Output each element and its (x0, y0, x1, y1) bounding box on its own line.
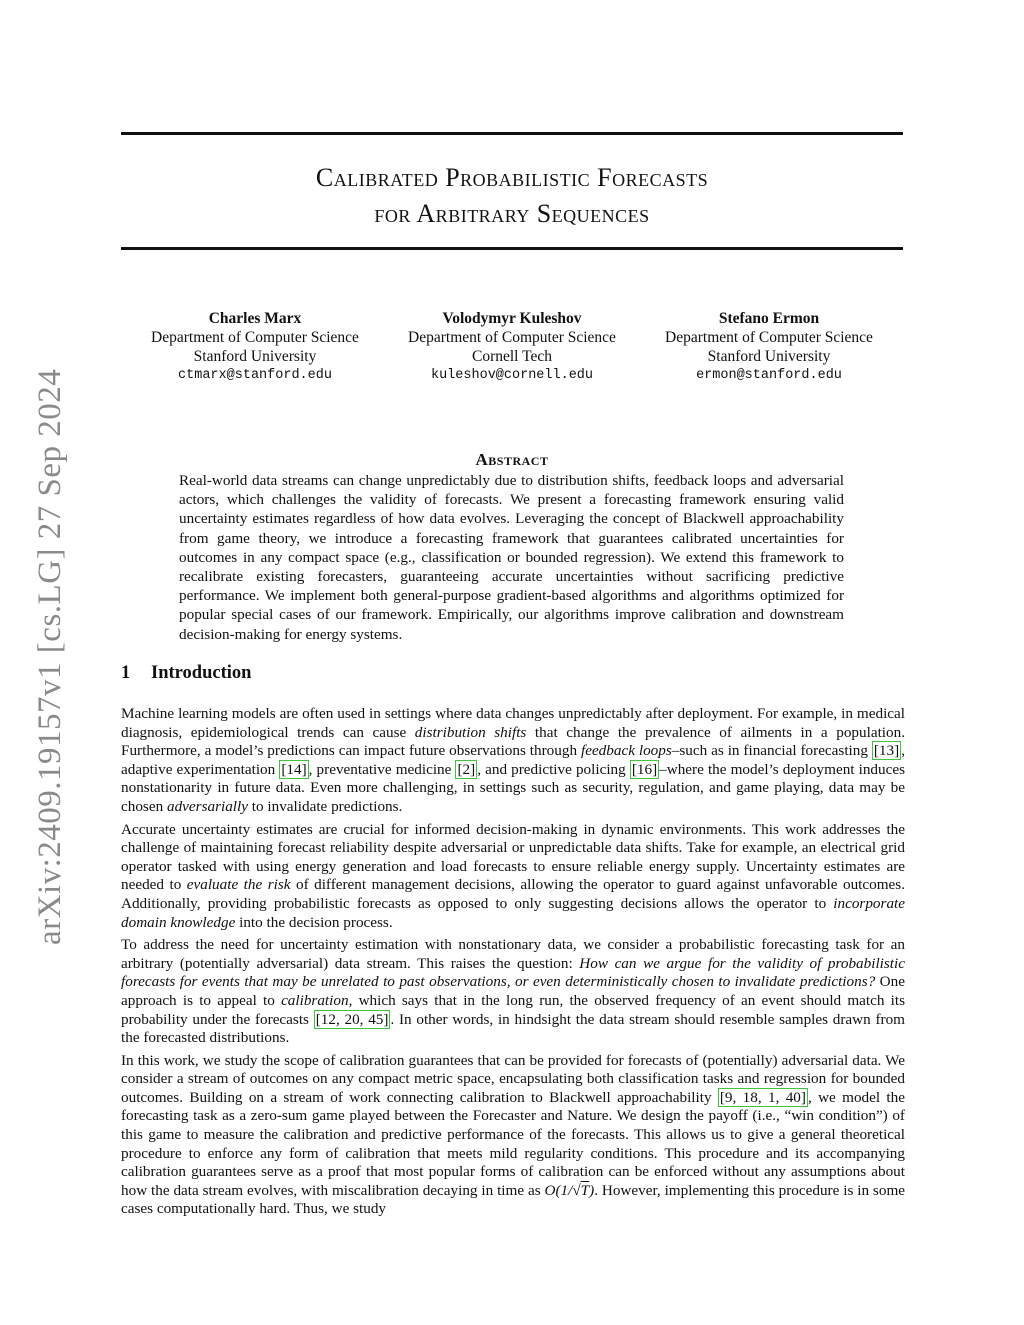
citation-link[interactable]: [13] (873, 742, 900, 760)
title-line-2: for Arbitrary Sequences (374, 199, 650, 228)
paragraph-4: In this work, we study the scope of calibration guarantees that can be provided for forecasts of (potentially) adversarial data. We consider a stream of outcomes on any compact metric space, encapsulating both classification tasks and regression for bounded outcomes. Building on a stream of work connecting calibration to Blackwell approachability [9, 18, 1, 40] , we model the forecasting task as a zero-sum game played between the Forecaster and Nature. We design the payoff (i.e., “win condition”) of this game to measure the calibration and predictive performance of the forecasts. This allows us to give a general theoretical procedure to enforce any form of calibration that meets mild regularity conditions. This procedure and its accompanying calibration guarantees serve as a proof that most popular forms of calibration can be enforced without any assumptions about how the data stream evolves, with miscalibration decaying in time as O(1/√T). However, implementing this procedure is in some cases computationally hard. Thus, we study (121, 1051, 905, 1218)
title-line-1: Calibrated Probabilistic Forecasts (315, 163, 709, 192)
body-text (121, 705, 905, 1223)
abstract-heading: Abstract (475, 450, 549, 469)
citation-link[interactable]: [16] (631, 760, 658, 778)
section-heading (121, 663, 251, 684)
arxiv-stamp-text: arXiv:2409.19157v1 [cs.LG] 27 Sep 2024 (32, 368, 68, 945)
author-name: Stefano Ermon (718, 310, 820, 327)
emphasis: incorporate domain knowledge (121, 894, 905, 931)
author-email[interactable]: kuleshov@cornell.edu (430, 368, 594, 383)
author-dept: Department of Computer Science (665, 329, 873, 346)
emphasis: calibration (281, 991, 349, 1009)
emphasis: adversarially (166, 797, 248, 815)
citation-link[interactable]: [9, 18, 1, 40] (719, 1088, 806, 1106)
arxiv-stamp (28, 355, 68, 945)
emphasis: distribution shifts (414, 723, 527, 741)
paragraph-2: Accurate uncertainty estimates are crucial for informed decision-making in dynamic environments. This work addresses the challenge of maintaining forecast reliability despite adversarial or unpredictable data shifts. Take for example, an electrical grid operator tasked with using energy generation and load forecasts to ensure reliable energy supply. Uncertainty estimates are needed to evaluate the risk of different management decisions, allowing the operator to guard against unfavorable outcomes. Additionally, providing probabilistic forecasts as opposed to only suggesting decisions allows the operator to incorporate domain knowledge into the decision process. (121, 820, 905, 931)
abstract-text: Real-world data streams can change unpredictably due to distribution shifts, feedback loops and adversarial actors, which challenges the validity of forecasts. We present a forecasting framework ensuring valid uncertainty estimates regardless of how data evolves. Leveraging the concept of Blackwell approachability from game theory, we introduce a forecasting framework that guarantees calibrated uncertainties for outcomes in any compact space (e.g., classification or bounded regression). We extend this framework to recalibrate existing forecasters, guaranteeing accurate uncertainties without sacrificing predictive performance. We implement both general-purpose gradient-based algorithms and algorithms optimized for popular special cases of our framework. Empirically, our algorithms improve calibration and downstream decision-making for energy systems. (179, 472, 844, 643)
section-title: Introduction (151, 663, 252, 683)
paragraph-3: To address the need for uncertainty estimation with nonstationary data, we consider a probabilistic forecasting task for an arbitrary (potentially adversarial) data stream. This raises the question: How can we argue for the validity of probabilistic forecasts for events that may be unrelated to past observations, or even deterministically chosen to invalidate predictions? One approach is to appeal to calibration, which says that in the long run, the observed frequency of an event should match its probability under the forecasts [12, 20, 45] . In other words, in hindsight the data stream should resemble samples drawn from the forecasted distributions. (121, 936, 905, 1047)
citation-link[interactable]: [2] (457, 760, 476, 778)
paper-title (121, 160, 903, 232)
emphasis: How can we argue for the validity of probabilistic forecasts for events that may be unrelated to past observations, or even deterministically chosen to invalidate predictions? (121, 954, 905, 991)
author-1 (121, 309, 389, 385)
author-institution: Stanford University (193, 348, 317, 365)
author-institution: Cornell Tech (472, 348, 552, 365)
author-email[interactable]: ermon@stanford.edu (696, 368, 842, 383)
citation-link[interactable]: [14] (281, 760, 307, 778)
author-name: Charles Marx (208, 310, 302, 327)
author-dept: Department of Computer Science (408, 329, 616, 346)
author-name: Volodymyr Kuleshov (442, 310, 582, 327)
emphasis: feedback loops (580, 742, 672, 760)
paragraph-1: Machine learning models are often used in settings where data changes unpredictably after deployment. For example, in medical diagnosis, epidemiological trends can cause distribution shifts that change the prevalence of ailments in a population. Furthermore, a model’s predictions can impact future observations through feedback loops–such as in financial forecasting [13] , adaptive experimentation [14] , preventative medicine [2] , and predictive policing [16] –where the model’s deployment induces nonstationarity in future data. Even more challenging, in settings such as security, regulation, and game playing, data may be chosen adversarially to invalidate predictions. (121, 705, 906, 815)
title-rule-bottom (121, 247, 903, 250)
title-rule-top (121, 132, 903, 135)
author-institution: Stanford University (707, 348, 831, 365)
section-number: 1 (121, 663, 131, 683)
emphasis: evaluate the risk (186, 876, 291, 894)
author-3 (641, 309, 897, 385)
citation-link[interactable]: [12, 20, 45] (315, 1010, 389, 1028)
author-dept: Department of Computer Science (151, 329, 359, 346)
author-2 (383, 309, 641, 385)
author-email[interactable]: ctmarx@stanford.edu (178, 368, 332, 383)
math-expression: O(1/√T) (544, 1181, 595, 1199)
